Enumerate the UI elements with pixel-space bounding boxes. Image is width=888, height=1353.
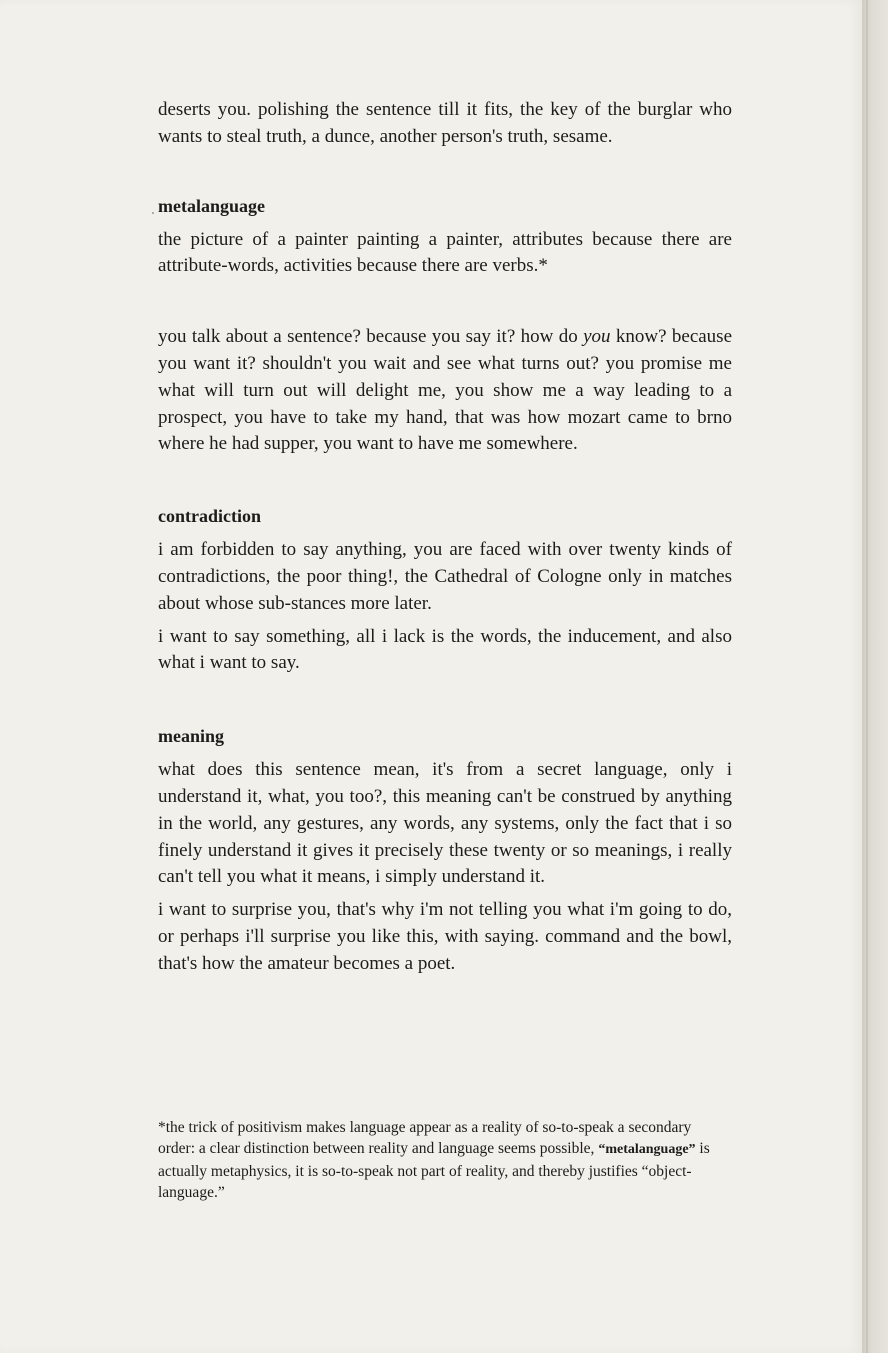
section-gap [158,458,732,503]
footnote-start: *the trick of positivism makes language appear as a reality of so-to-speak a secondary order: a clear distinction between reality and language seems possible, [158,1118,692,1157]
paragraph-surprise: i want to surprise you, that's why i'm not telling you what i'm going to do, or perhaps i'll surprise you like this, with saying. command and the bowl, that's how the amateur becomes a poet. [158,899,732,974]
heading-meaning: meaning [158,726,225,747]
paragraph-sentence [158,324,732,458]
paper-speck [152,212,154,214]
paragraph-secret-language: what does this sentence mean, it's from a secret language, only i understand it, what, you too?, this meaning can't be construed by anything in the world, any gestures, any words, any systems, only the fact that i so finely understand it gives it precisely these twenty or so meanings, i really can't tell you what it means, i simply understand it. [158,759,732,888]
heading-gap [158,219,732,227]
heading-gap [158,749,732,757]
section-gap [158,151,732,193]
paragraph-deserts: deserts you. polishing the sentence till it fits, the key of the burglar who wants to steal truth, a dunce, another person's truth, sesame. [158,99,732,147]
heading-contradiction: contradiction [158,506,261,527]
paragraph-sentence-rest: know? because you want it? shouldn't you wait and see what turns out? you promise me what will turn out will delight me, you show me a way leading to a prospect, you have to take my hand, that was how mozart came to brno where he had supper, you want to have me somewhere. [158,326,733,455]
paragraph-forbidden: i am forbidden to say anything, you are faced with over twenty kinds of contradictions, the poor thing!, the Cathedral of Cologne only in matches about whose sub-stances more later. [158,539,732,614]
footnote [158,1117,732,1204]
section-gap [158,280,732,324]
footnote-rest: is actually metaphysics, it is so-to-speak not part of reality, and thereby justifies “object-language.” [158,1140,710,1201]
body-text [158,97,732,978]
emphasis-you: you [583,326,611,348]
paragraph-sentence-start: you talk about a sentence? because you say it? how do [158,326,584,348]
section-gap [158,677,732,723]
footnote-term: “metalanguage” [598,1142,696,1157]
heading-metalanguage: metalanguage [158,195,265,216]
paragraph-painter: the picture of a painter painting a painter, attributes because there are attribute-words, activities because there are verbs.* [158,228,732,277]
paragraph-want-to-say: i want to say something, all i lack is the words, the inducement, and also what i want to say. [158,625,732,674]
heading-gap [158,529,732,537]
page-edge-line [866,0,868,1353]
